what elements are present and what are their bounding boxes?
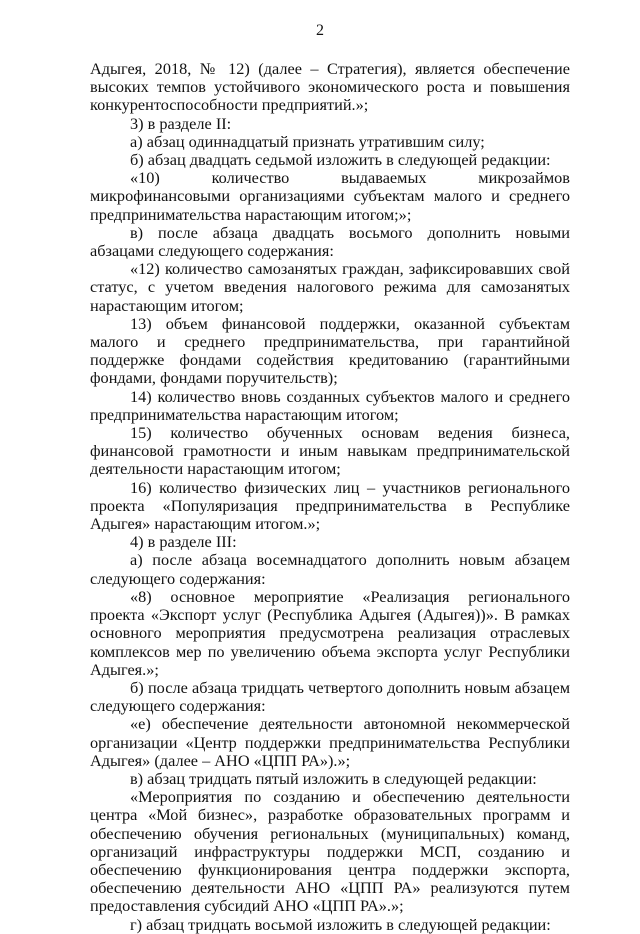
paragraph: г) абзац тридцать восьмой изложить в следующей редакции: xyxy=(130,914,551,934)
paragraph: 14) количество вновь созданных субъектов малого и среднего предпринимательства нарастающим итогом; xyxy=(90,386,570,424)
document-body xyxy=(90,60,570,934)
paragraph: 3) в разделе II: xyxy=(130,113,232,133)
paragraph: 16) количество физических лиц – участников регионального проекта «Популяризация предпринимательства в Республике Адыгея» нарастающим итогом.»; xyxy=(90,477,570,534)
paragraph: в) после абзаца двадцать восьмого дополнить новыми абзацами следующего содержания: xyxy=(90,222,570,261)
paragraph: «е) обеспечение деятельности автономной некоммерческой организации «Центр поддержки предпринимательства Республики Адыгея» (далее – АНО «ЦПП РА»).»; xyxy=(90,714,570,770)
paragraph: в) абзац тридцать пятый изложить в следующей редакции: xyxy=(130,768,537,788)
paragraph: а) после абзаца восемнадцатого дополнить новым абзацем следующего содержания: xyxy=(90,550,570,588)
paragraph: б) абзац двадцать седьмой изложить в следующей редакции: xyxy=(130,150,551,170)
page-number: 2 xyxy=(316,22,324,39)
paragraph: а) абзац одиннадцатый признать утратившим силу; xyxy=(130,131,485,151)
paragraph: б) после абзаца тридцать четвертого дополнить новым абзацем следующего содержания: xyxy=(90,677,570,716)
paragraph: «8) основное мероприятие «Реализация регионального проекта «Экспорт услуг (Республика Адыгея (Адыгея))». В рамках основного мероприятия предусмотрена реализация отраслевых комплексов мер по увеличению объема экспорта услуг Республики Адыгея.»; xyxy=(90,586,570,679)
paragraph: «10) количество выдаваемых микрозаймов микрофинансовыми организациями субъектам малого и среднего предпринимательства нарастающим итогом;»; xyxy=(90,168,570,224)
paragraph: 4) в разделе III: xyxy=(130,532,237,552)
paragraph: 13) объем финансовой поддержки, оказанной субъектам малого и среднего предпринимательства, при гарантийной поддержке фондами содействия кредитованию (гарантийными фондами, фондами поручительств); xyxy=(90,313,570,388)
paragraph: «Мероприятия по созданию и обеспечению деятельности центра «Мой бизнес», разработке образовательных программ и обеспечению обучения региональных (муниципальных) команд, организаций инфраструктуры поддержки МСП, созданию и обеспечению функционирования центра поддержки экспорта, обеспечению деятельности АНО «ЦПП РА» реализуются путем предоставления субсидий АНО «ЦПП РА».»; xyxy=(90,787,570,916)
paragraph-continuation: Адыгея, 2018, № 12) (далее – Стратегия), является обеспечение высоких темпов устойчивого экономического роста и повышения конкурентоспособности предприятий.»; xyxy=(90,59,570,115)
paragraph: 15) количество обученных основам ведения бизнеса, финансовой грамотности и иным навыкам предпринимательской деятельности нарастающим итогом; xyxy=(90,423,570,479)
paragraph: «12) количество самозанятых граждан, зафиксировавших свой статус, с учетом введения налогового режима для самозанятых нарастающим итогом; xyxy=(90,259,570,315)
